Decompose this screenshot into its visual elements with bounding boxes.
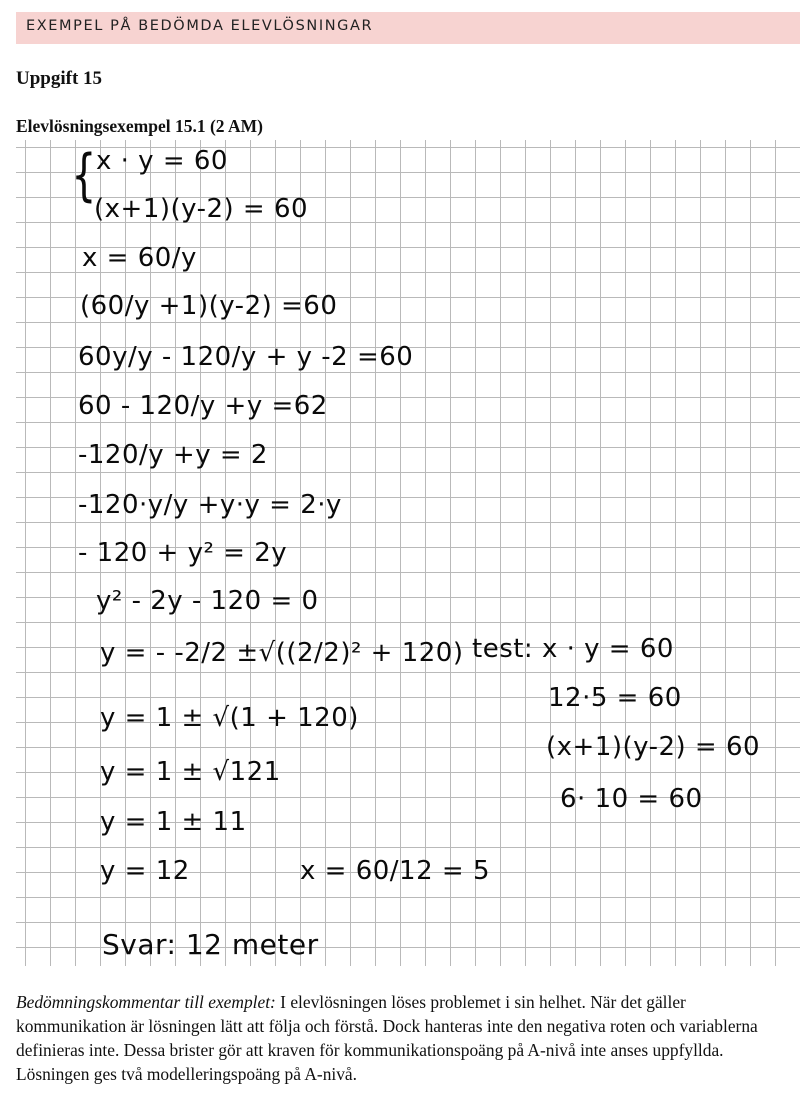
equation-system-line-1: x · y = 60 bbox=[96, 146, 228, 176]
test-line-2: 12·5 = 60 bbox=[548, 683, 682, 713]
solution-line-10: y = 1 ± √(1 + 120) bbox=[100, 703, 359, 733]
solution-line-4: 60 - 120/y +y =62 bbox=[78, 391, 328, 421]
assessment-comment-label: Bedömningskommentar till exemplet: bbox=[16, 992, 276, 1012]
solution-line-3: 60y/y - 120/y + y -2 =60 bbox=[78, 342, 414, 372]
equation-system-line-2: (x+1)(y-2) = 60 bbox=[94, 194, 309, 224]
solution-line-6: -120·y/y +y·y = 2·y bbox=[78, 490, 342, 520]
solution-line-9: y = - -2/2 ±√((2/2)² + 120) bbox=[100, 638, 464, 668]
solution-line-1: x = 60/y bbox=[82, 243, 197, 273]
task-title: Uppgift 15 bbox=[16, 68, 103, 89]
system-brace: { bbox=[71, 143, 97, 208]
solution-line-5: -120/y +y = 2 bbox=[78, 440, 268, 470]
solution-line-11: y = 1 ± √121 bbox=[100, 757, 281, 787]
solution-line-12: y = 1 ± 11 bbox=[100, 807, 247, 837]
test-line-1: test: x · y = 60 bbox=[472, 634, 674, 664]
x-result: x = 60/12 = 5 bbox=[300, 856, 490, 886]
assessment-comment-text: I elevlösningen löses problemet i sin helhet. När det gäller kommunikation är lösningen lätt att följa och förstå. Dock hanteras inte den negativa roten och variablerna definieras inte. Dessa brister gör att kraven för kommunikationspoäng på A-nivå inte anses uppfyllda. Lösningen ges två modelleringspoäng på A-nivå. bbox=[16, 992, 758, 1084]
solution-line-7: - 120 + y² = 2y bbox=[78, 538, 288, 568]
example-title: Elevlösningsexempel 15.1 (2 AM) bbox=[16, 116, 263, 136]
answer-line: Svar: 12 meter bbox=[102, 928, 319, 961]
assessment-comment bbox=[16, 990, 796, 1086]
solution-line-2: (60/y +1)(y-2) =60 bbox=[80, 291, 338, 321]
solution-line-13: y = 12 bbox=[100, 856, 190, 886]
section-banner-title: EXEMPEL PÅ BEDÖMDA ELEVLÖSNINGAR bbox=[26, 18, 374, 34]
solution-line-8: y² - 2y - 120 = 0 bbox=[96, 586, 319, 616]
test-line-3: (x+1)(y-2) = 60 bbox=[546, 732, 761, 762]
test-line-4: 6· 10 = 60 bbox=[560, 784, 703, 814]
